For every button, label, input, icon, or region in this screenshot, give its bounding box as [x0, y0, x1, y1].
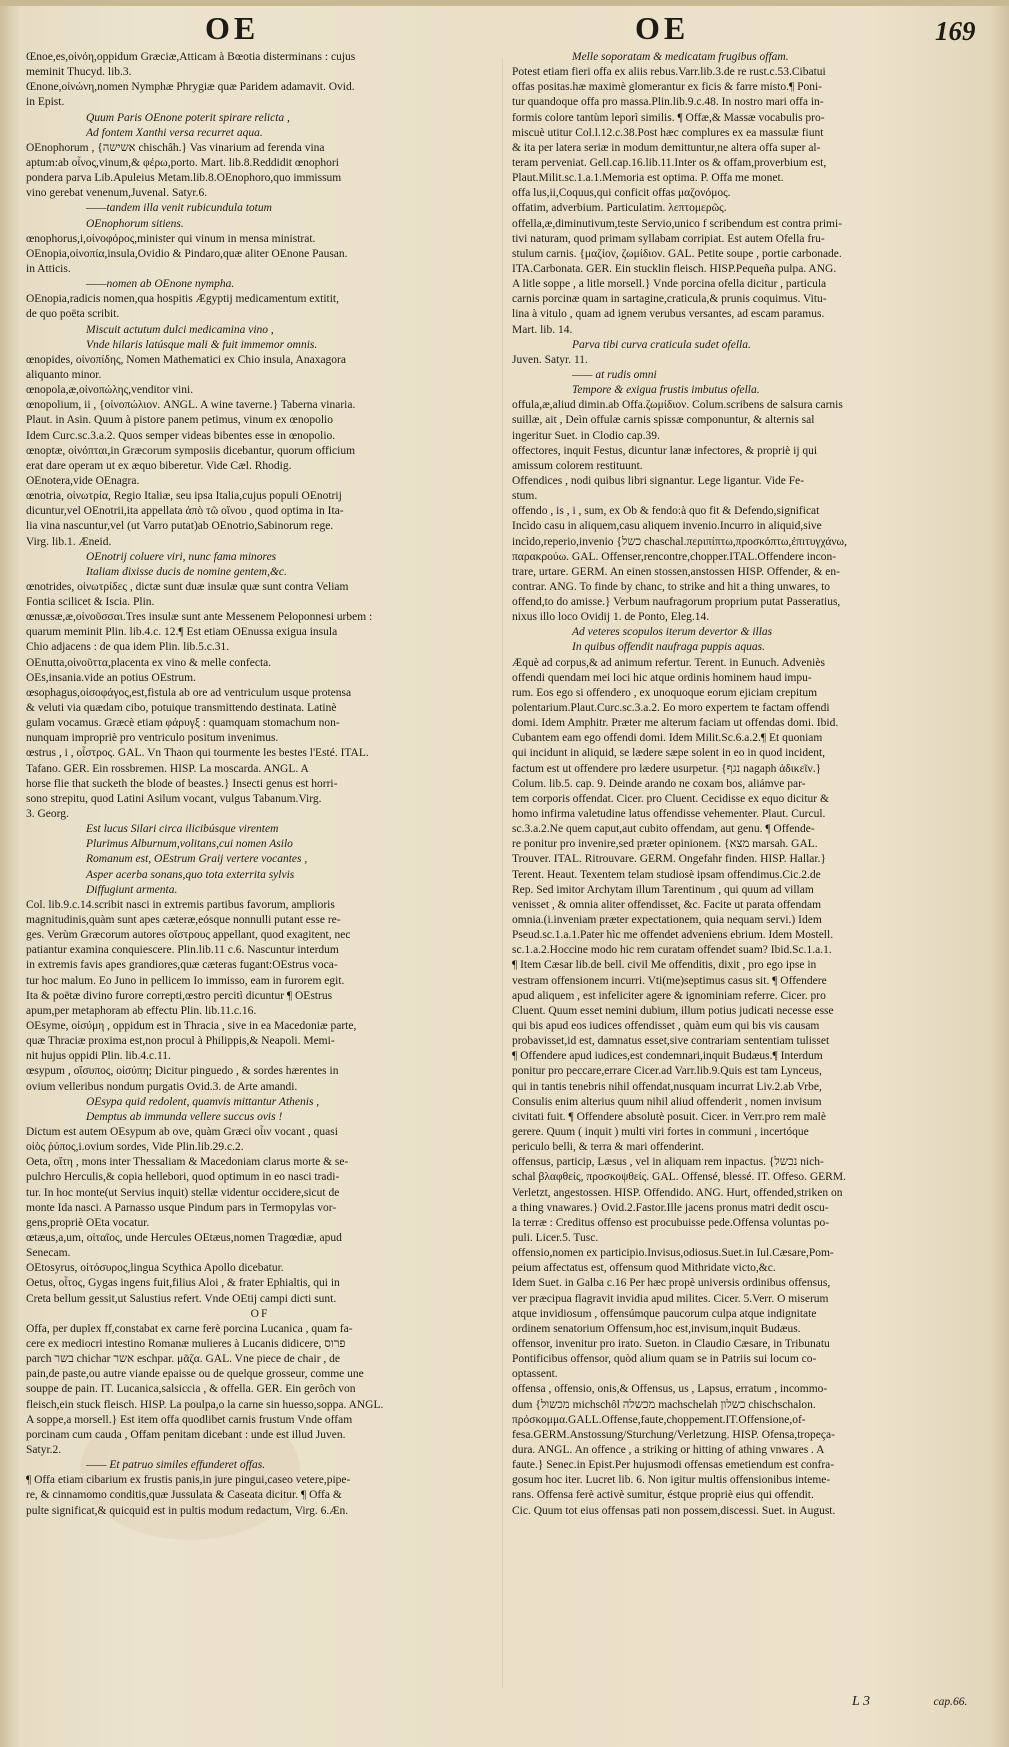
text-line: œtæus,a,um, οἰταῖος, unde Hercules OEtæus,nomen Tragœdiæ, apud: [26, 1231, 342, 1244]
text-line: souppe de pain. IT. Lucanica,salsiccia , & offella. GER. Ein gerôch von: [26, 1383, 356, 1396]
text-line: Idem Curc.sc.3.a.2. Quos semper videas bibentes esse in œnopolio.: [26, 429, 336, 442]
text-line: sc.1.a.2.Hoccine modo hic rem curatam offendet suam? Ibid.Sc.1.a.1.: [512, 944, 832, 957]
text-line: Plaut. in Asin. Quum à pistore panem petimus, vinum ex œnopolio: [26, 414, 333, 427]
text-line: A soppe,a morsell.} Est item offa quodlibet carnis frustum Vnde offam: [26, 1413, 353, 1426]
text-line: pulchro Herculis,& copia hellebori, quod optimum in eo nasci tradi-: [26, 1171, 340, 1184]
text-line: OEnopia,οἰνοπία,insula,Ovidio & Pindaro,quæ aliter OEnone Pausan.: [26, 247, 348, 260]
left-column: [26, 50, 494, 1519]
text-line: gens,propriè OEta vocatur.: [26, 1216, 150, 1229]
text-line: periculo belli, & terra & mari offenderint.: [512, 1141, 705, 1154]
text-line: Mart. lib. 14.: [512, 323, 573, 336]
text-line: OEsypa quid redolent, quamvis mittantur Athenis ,: [86, 1095, 320, 1108]
text-line: Rep. Sed imitor Archytam illum Tarentinum , qui quum ad villam: [512, 883, 814, 896]
text-line: In quibus offendit naufraga puppis aquas.: [572, 641, 765, 654]
text-line: Verletzt, angestossen. HISP. Offendido. ANG. Hurt, offended,striken on: [512, 1186, 843, 1199]
text-line: civitati fuit. ¶ Offendere absolutè posuit. Cicer. in Verr.pro rem malè: [512, 1110, 826, 1123]
text-line: Cubantem eam ego offendi domi. Idem Milit.Sc.6.a.2.¶ Et quoniam: [512, 732, 823, 745]
text-line: œsophagus,οἰσοφάγος,est,fistula ab ore ad ventriculum usque protensa: [26, 686, 352, 699]
text-line: Incìdo casu in aliquem,casu aliquem invenio.Incurro in aliquid,sive: [512, 520, 822, 533]
text-line: stulum carnis. {μαζίον, ζωμίδιον. GAL. Petite soupe , portie carbonade.: [512, 247, 842, 260]
text-line: tem corporis offendat. Cicer. pro Cluent. Cecidisse ex equo dicitur &: [512, 792, 829, 805]
text-line: Offa, per duplex ff,constabat ex carne ferè porcina Lucanica , quam fa-: [26, 1322, 353, 1335]
text-line: Cluent. Quum esset nemini dubium, illum potius judicati necesse esse: [512, 1004, 834, 1017]
text-line: OEtosyrus, οἰτόσυρος,lingua Scythica Apollo dicebatur.: [26, 1262, 284, 1275]
text-line: OEnotrij coluere viri, nunc fama minores: [86, 550, 277, 563]
text-line: dura. ANGL. An offence , a striking or hitting of athing vnwares . A: [512, 1443, 825, 1456]
text-line: offella,æ,diminutivum,teste Servio,unico f scribendum est contra primi-: [512, 217, 843, 230]
text-line: in Atticis.: [26, 262, 71, 275]
text-line: fesa.GERM.Anstossung/Sturchung/Verletzung. HISP. Ofensa,tropeça-: [512, 1428, 835, 1441]
text-line: dum {מכשול michschôl מכשלה machschelah כשלון chischschalon.: [512, 1398, 816, 1411]
text-line: Plurimus Alburnum,volitans,cui nomen Asilo: [86, 838, 293, 851]
text-line: Trouver. ITAL. Ritrouvare. GERM. Ongefahr finden. HISP. Hallar.}: [512, 853, 826, 866]
text-line: —— Et patruo similes effunderet offas.: [86, 1459, 266, 1472]
text-line: Consulis enim alterius quum nihil aliud offenderit , nomen invisum: [512, 1095, 822, 1108]
header-left-letters: OE: [205, 10, 260, 46]
text-line: offensus, particip, Læsus , vel in aliquam rem inpactus. {נכשל nich-: [512, 1156, 824, 1169]
text-line: contrar. ANG. To finde by chanc, to strike and hit a thing unwares, to: [512, 580, 831, 593]
header-right-letters: OE: [635, 10, 690, 46]
text-line: 3. Georg.: [26, 808, 69, 821]
text-line: οἰὸς ῥύπος,i.ovium sordes, Vide Plin.lib.29.c.2.: [26, 1141, 244, 1154]
text-line: aliquanto minor.: [26, 368, 102, 381]
text-line: omnia.(i.inveniam præter expectationem, quia nequam servi.) Idem: [512, 914, 822, 927]
text-line: OEnophorum sitiens.: [86, 217, 184, 230]
text-line: παρακρούω. GAL. Offenser,rencontre,chopper.ITAL.Offendere incon-: [512, 550, 837, 563]
text-line: Pseud.sc.1.a.1.Pater hìc me offendet advenìens ebrium. Idem Mostell.: [512, 929, 834, 942]
text-line: offend,to do amisse.} Verbum naufragorum proprium putat Passeratius,: [512, 596, 841, 609]
text-line: ingeritur Suet. in Clodio cap.39.: [512, 429, 660, 442]
text-line: ——nomen ab OEnone nympha.: [86, 278, 235, 291]
text-line: ordinem senatorium Offensum,hoc est,invisum,inquit Budæus.: [512, 1322, 801, 1335]
text-line: Idem Suet. in Galba c.16 Per hæc propè universis ordinibus offensus,: [512, 1277, 831, 1290]
text-line: Fontia scilicet & Iscia. Plin.: [26, 596, 155, 609]
text-line: œnopolium, ii , {οἰνοπώλιον. ANGL. A wine taverne.} Taberna vinaria.: [26, 399, 356, 412]
page-number: 169: [935, 16, 976, 46]
text-line: gerere. Quum ( inquit ) multi viri fortes in communi , incertóque: [512, 1125, 809, 1138]
text-line: œnotria, οἰνωτρία, Regio Italiæ, seu ipsa Italia,cujus populi OEnotrij: [26, 490, 342, 503]
text-line: ¶ Item Cæsar lib.de bell. civil Me offenditis, dixit , pro ego ipse in: [512, 959, 817, 972]
text-line: OEs,insania.vide an potius OEstrum.: [26, 671, 196, 684]
text-line: re, & cinnamomo conditis,quæ Jussulata & Caseata dicitur. ¶ Offa &: [26, 1489, 342, 1502]
text-line: qui incidunt in aliquid, se lædere sæpe solent in eo in quod incident,: [512, 747, 826, 760]
text-line: horse flie that sucketh the blode of beastes.} Insecti genus est horri-: [26, 777, 338, 790]
text-line: offatim, adverbium. Particulatim. λεπτομερῶς.: [512, 202, 727, 215]
text-line: parch בשר chichar אשר eschpar. μᾶζα. GAL. Vne piece de chair , de: [26, 1353, 341, 1366]
text-line: porcinam cum cauda , Offam penitam dicebant : unde est illud Juven.: [26, 1428, 346, 1441]
text-line: offas positas.hæ maximè glomerantur ex ficis & farre misto.¶ Poni-: [512, 81, 823, 94]
text-line: Quum Paris OEnone poterit spirare relicta ,: [86, 111, 290, 124]
text-line: offensio,nomen ex participio.Invisus,odiosus.Suet.in Iul.Cæsare,Pom-: [512, 1247, 834, 1260]
text-line: dicuntur,vel OEnotrii,ita appellata ἀπὸ τῶ οἴνου , quod optima in Ita-: [26, 505, 344, 518]
text-line: Colum. lib.5. cap. 9. Deinde arando ne coxam bos, aliámve par-: [512, 777, 806, 790]
text-line: œsypum , οἴσυπος, οἰσύπη; Dicitur pinguedo , & sordes hærentes in: [26, 1065, 339, 1078]
text-line: Oetus, οἶτος, Gygas ingens fuit,filius Aloi , & frater Ephialtis, qui in: [26, 1277, 340, 1290]
text-line: Italiam dixisse ducis de nomine gentem,&c.: [86, 565, 287, 578]
text-line: Æquè ad corpus,& ad animum refertur. Terent. in Eunuch. Adveniès: [512, 656, 825, 669]
text-line: nunquam impropriè pro ventriculo positum invenimus.: [26, 732, 279, 745]
text-line: vino gerebat venenum,Juvenal. Satyr.6.: [26, 187, 208, 200]
text-line: suillæ, ait , Deìn offulæ carnis spissæ componuntur, & alternis sal: [512, 414, 815, 427]
text-line: ovium velleribus nondum purgatis Ovid.3. de Arte amandi.: [26, 1080, 298, 1093]
text-line: Ita & poëtæ divino furore correpti,œstro percitì dicuntur ¶ OEstrus: [26, 989, 333, 1002]
text-line: trare, urtare. GERM. An einen stossen,anstossen HISP. Offender, & en-: [512, 565, 840, 578]
text-line: stum.: [512, 490, 538, 503]
text-line: offensor, invenitur pro irato. Sueton. in Claudio Cæsare, in Tribunatu: [512, 1337, 830, 1350]
text-line: tur. In hoc monte(ut Servius inquit) stellæ videntur occidere,sicut de: [26, 1186, 340, 1199]
text-line: tur hoc malum. Eo Juno in pellicem Io immisso, eam in furorem egit.: [26, 974, 345, 987]
running-header: [0, 10, 1009, 50]
text-line: Asper acerba sonans,quo tota exterrita sylvis: [86, 868, 295, 881]
text-line: carnis porcinæ quam in sartagine,craticula,& prunis coquimus. Vitu-: [512, 293, 827, 306]
text-line: Diffugiunt armenta.: [86, 883, 178, 896]
text-line: faute.} Senec.in Epist.Per hujusmodi offensas emetiendum est confra-: [512, 1459, 835, 1472]
text-line: Juven. Satyr. 11.: [512, 353, 588, 366]
text-line: A litle soppe , a litle morsell.} Vnde porcina ofella dicitur , particula: [512, 278, 827, 291]
text-line: ponitur pro peccare,errare Cicer.ad Varr.lib.9.Quis est tam Lynceus,: [512, 1065, 822, 1078]
text-line: quæ Thraciæ proxima est,non procul à Philippis,& Neapoli. Memi-: [26, 1035, 335, 1048]
text-line: OEnophorum , {אשישה chischâh.} Vas vinarium ad ferenda vina: [26, 141, 325, 154]
text-line: œnoptæ, οἰνόπται,in Græcorum symposiis dicebantur, quorum officium: [26, 444, 356, 457]
text-line: in Epist.: [26, 96, 65, 109]
text-line: lina à vitulo , quam ad ignem verubus versantes, ad escam paramus.: [512, 308, 825, 321]
text-line: rum. Eos ego si offendero , ex unoquoque eorum ejiciam crepitum: [512, 686, 818, 699]
text-line: pulte significat,& quicquid est in pultis modum redactum, Virg. 6.Æn.: [26, 1504, 349, 1517]
text-line: Dictum est autem OEsypum ab ove, quàm Græci οἶιν vocant , quasi: [26, 1125, 338, 1138]
text-line: monte Ida nasci. A Parnasso usque Pindum pars in Termopylas vor-: [26, 1201, 337, 1214]
text-line: Oeta, οἴτη , mons inter Thessaliam & Macedoniam clarus morte & se-: [26, 1156, 349, 1169]
text-line: Œnone,οἰνώνη,nomen Nymphæ Phrygiæ quæ Paridem adamavit. Ovid.: [26, 81, 355, 94]
text-line: Demptus ab immunda vellere succus ovis !: [86, 1110, 283, 1123]
text-line: rans. Offensa ferè activè sumitur, éstque propriè eius qui offendit.: [512, 1489, 814, 1502]
text-line: homo infirma valetudine latus offendisse vehementer. Plaut. Curcul.: [512, 808, 826, 821]
text-line: incìdo,reperio,invenio {כשל chaschal.περιπίπτω,προσκόπτω,ἐπιτυγχάνω,: [512, 535, 847, 548]
page-top-edge: [0, 0, 1009, 6]
text-line: ——tandem illa venit rubicundula totum: [86, 202, 272, 215]
text-line: qui bis apud eos iudices offendisset , quàm eum qui bis vis causam: [512, 1020, 820, 1032]
text-line: offectores, inquit Festus, dicuntur lanæ infectores, & propriè ij qui: [512, 444, 818, 457]
text-line: schal βλαφθείς, προσκοψθείς. GAL. Offensé, blessé. IT. Offeso. GERM.: [512, 1171, 846, 1184]
text-line: miscuè utitur Col.l.12.c.38.Post hæc complures ex ea massulæ fiunt: [512, 126, 824, 139]
text-line: œnopides, οἰνοπίδης, Nomen Mathematici ex Chio insula, Anaxagora: [26, 353, 346, 366]
text-line: pain,de paste,ou autre viande epaisse ou de quelque grosseur, comme une: [26, 1368, 364, 1381]
text-line: OEnutta,οἰνοῦττα,placenta ex vino & melle confecta.: [26, 656, 272, 669]
text-line: erat dare operam ut ex æquo biberetur. Vide Cæl. Rhodig.: [26, 459, 292, 472]
text-line: lia vina nascuntur,vel (ut Varro putat)ab OEnotrio,Sabinorum rege.: [26, 520, 334, 533]
text-line: aptum:ab οἶνος,vinum,& φέρω,porto. Mart. lib.8.Reddidit œnophori: [26, 156, 339, 169]
text-line: ver præcipua flagravit invidia apud milites. Cicer. 5.Verr. O miserum: [512, 1292, 829, 1305]
text-line: in extremis favis apes grandiores,quæ cæteras fugant:OEstrus voca-: [26, 959, 338, 972]
text-line: OEnopia,radicis nomen,qua hospitis Ægyptij medicamentum extitit,: [26, 293, 340, 306]
text-line: OEsyme, οἰσύμη , oppidum est in Thracia , sive in ea Macedoniæ parte,: [26, 1020, 357, 1032]
text-line: Chio adjacens : de qua idem Plin. lib.5.c.31.: [26, 641, 230, 654]
text-line: Parva tibi curva craticula sudet ofella.: [572, 338, 751, 351]
text-line: gulam vocamus. Græcè etiam φάρυγξ : quamquam stomachum non-: [26, 717, 340, 730]
text-line: sono strepitu, quod Latini Asilum vocant, vulgus Tabanum.Virg.: [26, 792, 322, 805]
right-column: [512, 50, 980, 1519]
text-line: sc.3.a.2.Ne quem caput,aut cubito offendam, aut genu. ¶ Offende-: [512, 823, 815, 836]
text-line: venisset , & omnia aliter offendisset, &c. Facite ut parata offendam: [512, 898, 822, 911]
text-line: Terent. Heaut. Texentem telam studiosè ipsam offendimus.Cic.2.de: [512, 868, 821, 881]
text-line: meminit Thucyd. lib.3.: [26, 66, 132, 79]
text-line: re ponitur pro invenire,sed præter opinionem. {מצא marsah. GAL.: [512, 838, 818, 851]
text-line: πρόσκομμα.GALL.Offense,faute,choppement.IT.Offensione,of-: [512, 1413, 806, 1426]
text-line: —— at rudis omni: [572, 368, 657, 381]
text-line: Ad veteres scopulos iterum devertor & illas: [572, 626, 773, 639]
text-line: OEnotera,vide OEnagra.: [26, 474, 140, 487]
text-line: de quo poëta scribit.: [26, 308, 120, 321]
text-line: Vnde hilaris latúsque mali & fuit immemor omnis.: [86, 338, 318, 351]
text-line: fleisch,ein stuck fleisch. HISP. La poulpa,o la carne sin huesso,soppa. ANGL.: [26, 1398, 384, 1411]
text-line: Offendices , nodi quibus libri signantur. Lege ligantur. Vide Fe-: [512, 474, 805, 487]
text-line: ges. Verùm Græcorum autores οἴστρους appellant, quod exagitent, nec: [26, 929, 351, 942]
text-line: offendi quendam mei loci hic atque ordinis hominem haud impu-: [512, 671, 812, 684]
text-line: factum est ut offendere pro lædere usurpetur. {נגף nagaph ἀδικεῖν.}: [512, 762, 822, 775]
signature-mark: [852, 1694, 967, 1710]
text-line: ¶ Offendere apud iudices,est condemnari,inquit Budæus.¶ Interdum: [512, 1050, 823, 1063]
text-line: peium affectatus est, offensum quod Mithridate victo,&c.: [512, 1262, 776, 1275]
text-line: a thing vnawares.} Ovid.2.Fastor.Ille jacens pronus matri dedit oscu-: [512, 1201, 829, 1214]
text-line: OF: [250, 1307, 270, 1320]
text-line: offa lus,ii,Coquus,qui conficit offas μαζονόμος.: [512, 187, 731, 200]
signature-text: L 3: [852, 1694, 871, 1709]
text-line: tivi naturam, quod primam syllabam corripiat. Est autem Ofella fru-: [512, 232, 825, 245]
text-line: formis colore tantùm leporì similis. ¶ Offæ,& Massæ vocabulis pro-: [512, 111, 825, 124]
text-line: Romanum est, OEstrum Graij vertere vocantes ,: [86, 853, 308, 866]
text-line: Miscuit actutum dulci medicamina vino ,: [86, 323, 274, 336]
text-line: polentarium.Plaut.Curc.sc.3.a.2. Eo moro expertem te factam offendi: [512, 702, 830, 715]
text-line: & veluti via quædam cibo, potuique transmittendo destinata. Latinè: [26, 702, 337, 715]
text-line: apud aliquem , est infeliciter agere & ignominiam referre. Cicer. pro: [512, 989, 826, 1002]
text-line: œstrus , i , οἶστρος. GAL. Vn Thaon qui tourmente les bestes l'Esté. ITAL.: [26, 747, 369, 760]
text-line: Pontificibus offensor, quòd alium quam se in Patriis sui locum co-: [512, 1353, 817, 1366]
text-line: œnophorus,i,οἰνοφόρος,minister qui vinum in mensa ministrat.: [26, 232, 316, 245]
text-line: probavisset,id est, damnatus esset,sive contrariam sententiam tulisset: [512, 1035, 830, 1048]
text-line: cere ex mediocri intestino Romanæ mulieres à Lucanis didicere, פרוס: [26, 1337, 346, 1350]
text-line: Œnoe,es,οἰνόη,oppidum Græciæ,Atticam à Bœotia disterminans : cujus: [26, 51, 356, 63]
column-divider: [502, 58, 503, 1688]
text-line: Senecam.: [26, 1247, 71, 1260]
text-line: amissum colorem restituunt.: [512, 459, 643, 472]
text-line: la terræ : Creditus offenso est procubuisse pede.Offensa voluntas po-: [512, 1216, 830, 1229]
text-line: Satyr.2.: [26, 1443, 62, 1456]
text-line: Tafano. GER. Ein rossbremen. HISP. La moscarda. ANGL. A: [26, 762, 309, 775]
text-line: vestram offensionem incurri. Vti(me)septimus casus sit. ¶ Offendere: [512, 974, 827, 987]
text-line: œnopola,æ,οἰνοπώλης,venditor vini.: [26, 384, 194, 397]
text-line: œnussæ,æ,οἰνοῦσσαι.Tres insulæ sunt ante Messenem Peloponnesi urbem :: [26, 611, 373, 624]
text-line: quarum meminit Plin. lib.4.c. 12.¶ Est etiam OEnussa exigua insula: [26, 626, 338, 639]
text-line: domi. Idem Amphitr. Præter me alterum faciam ut offendas domi. Ibid.: [512, 717, 839, 730]
text-line: Creta bellum gessit,ut Salustius refert. Vnde OEtij campi dicti sunt.: [26, 1292, 337, 1305]
footer-note: cap.66.: [933, 1696, 968, 1708]
text-line: puli. Licer.5. Tusc.: [512, 1231, 599, 1244]
text-line: magnitudinis,quàm sunt apes cæteræ,eósque nonnulli putant esse re-: [26, 914, 341, 927]
text-line: nit hujus oppidi Plin. lib.4.c.11.: [26, 1050, 171, 1063]
text-line: offula,æ,aliud dimin.ab Offa.ζωμίδιον. Colum.scribens de salsura carnis: [512, 399, 843, 412]
text-line: patiantur examina conquiescere. Plin.lib.11 c.6. Nascuntur interdum: [26, 944, 339, 957]
text-line: gosum hoc iter. Lucret lib. 6. Non igitur multis offensionibus inteme-: [512, 1474, 831, 1487]
text-line: optassent.: [512, 1368, 558, 1381]
text-line: œnotrides, οἰνωτρίδες , dictæ sunt duæ insulæ quæ sunt contra Veliam: [26, 580, 349, 593]
text-line: Col. lib.9.c.14.scribit nasci in extremis partibus favorum, amplioris: [26, 898, 335, 911]
text-line: apum,per metaphoram ab effectu Plin. lib.11.c.16.: [26, 1004, 257, 1017]
text-line: Melle soporatam & medicatam frugibus offam.: [572, 51, 789, 63]
text-line: Est lucus Silari circa ilicibúsque virentem: [86, 823, 279, 836]
text-line: & ita per latera seriæ in modum demittuntur,ne altera offa super al-: [512, 141, 821, 154]
text-line: tur quandoque offa pro massa.Plin.lib.9.c.48. In nostro mari offa in-: [512, 96, 824, 109]
text-line: Plaut.Milit.sc.1.a.1.Memoria est optima. P. Offa me monet.: [512, 172, 784, 185]
text-line: Potest etiam fieri offa ex aliis rebus.Varr.lib.3.de re rust.c.53.Cibatui: [512, 66, 826, 79]
text-line: nixus illo loco Ovidij 1. de Ponto, Eleg.14.: [512, 611, 710, 624]
text-line: pondera parva Lib.Apuleius Metam.lib.8.OEnophoro,quo immissum: [26, 172, 342, 185]
text-line: Cic. Quum tot eius offensas pati non possem,discessi. Suet. in August.: [512, 1504, 836, 1517]
text-line: ¶ Offa etiam cibarium ex frustis panis,in jure pingui,caseo vetere,pipe-: [26, 1474, 351, 1487]
text-line: ITA.Carbonata. GER. Ein stucklin fleisch. HISP.Pequeña pulpa. ANG.: [512, 262, 837, 275]
text-line: teram perveniat. Gell.cap.16.lib.11.Inter os & offam,proverbium est,: [512, 156, 827, 169]
text-line: Ad fontem Xanthi versa recurret aqua.: [86, 126, 263, 139]
text-line: atque invidiosum , offensúmque paucorum culpa atque indignitate: [512, 1307, 817, 1320]
text-line: offensa , offensio, onis,& Offensus, us , Lapsus, erratum , incommo-: [512, 1383, 828, 1396]
text-line: Virg. lib.1. Æneid.: [26, 535, 112, 548]
text-line: offendo , is , i , sum, ex Ob & fendo:à quo fit & Defendo,significat: [512, 505, 820, 518]
text-line: Tempore & exigua frustis imbutus ofella.: [572, 384, 760, 397]
text-line: qui in tantis tenebris nihil offendat,nusquam incurrat Liv.2.ab Vrbe,: [512, 1080, 822, 1093]
